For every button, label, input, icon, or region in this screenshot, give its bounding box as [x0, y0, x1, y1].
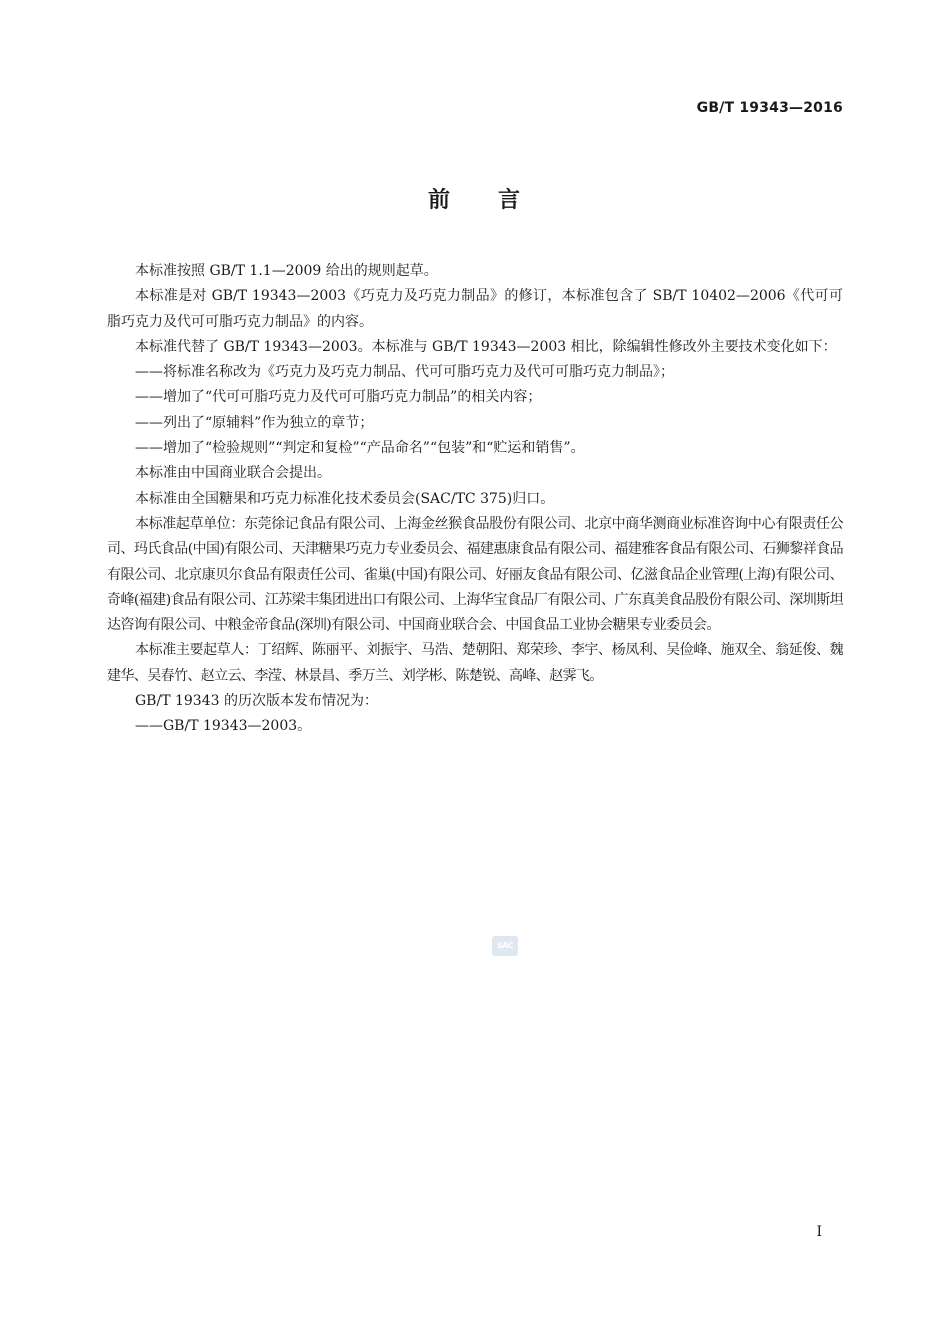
standard-number: GB/T 19343—2016 — [696, 100, 843, 116]
list-item-history-2003: ——GB/T 19343—2003。 — [135, 718, 312, 735]
page-title — [0, 183, 950, 214]
paragraph-committee: 本标准由全国糖果和巧克力标准化技术委员会(SAC/TC 375)归口。 — [135, 490, 555, 507]
paragraph-proposer: 本标准由中国商业联合会提出。 — [135, 465, 331, 482]
paragraph-history: GB/T 19343 的历次版本发布情况为： — [135, 693, 378, 710]
paragraph-revision: 本标准是对 GB/T 19343—2003《巧克力及巧克力制品》的修订，本标准包含了 SB/T 10402—2006《代可可脂巧克力及代可可脂巧克力制品》的内容。 — [107, 288, 843, 330]
page-number: I — [816, 1224, 822, 1240]
page-title-part1: 前 — [427, 188, 452, 213]
paragraph-drafting-rules: 本标准按照 GB/T 1.1—2009 给出的规则起草。 — [135, 263, 438, 279]
list-item-change-content: ——增加了“代可可脂巧克力及代可可脂巧克力制品”的相关内容； — [135, 389, 542, 406]
paragraph-drafting-units: 本标准起草单位：东莞徐记食品有限公司、上海金丝猴食品股份有限公司、北京中商华测商业标准咨询中心有限责任公司、玛氏食品(中国)有限公司、天津糖果巧克力专业委员会、福建惠康食品有限公司、福建雅客食品有限公司、石狮黎祥食品有限公司、北京康贝尔食品有限责任公司、雀巢(中国)有限公司、好丽友食品有限公司、亿滋食品企业管理(上海)有限公司、奇峰(福建)食品有限公司、江苏梁丰集团进出口有限公司、上海华宝食品厂有限公司、广东真美食品股份有限公司、深圳斯坦达咨询有限公司、中粮金帝食品(深圳)有限公司、中国商业联合会、中国食品工业协会糖果专业委员会。 — [107, 515, 843, 634]
paragraph-drafters: 本标准主要起草人：丁绍辉、陈丽平、刘振宇、马浩、楚朝阳、郑荣珍、李宇、杨凤利、吴俭峰、施双全、翁延俊、魏建华、吴春竹、赵立云、李滢、林景昌、季万兰、刘学彬、陈楚锐、高峰、赵霁飞。 — [107, 642, 843, 684]
list-item-change-name: ——将标准名称改为《巧克力及巧克力制品、代可可脂巧克力及代可可脂巧克力制品》； — [135, 364, 674, 381]
sac-logo-text: SAC — [496, 941, 514, 950]
paragraph-replacement: 本标准代替了 GB/T 19343—2003。本标准与 GB/T 19343—2003 相比，除编辑性修改外主要技术变化如下： — [135, 338, 837, 355]
list-item-change-materials: ——列出了“原辅料”作为独立的章节； — [135, 414, 374, 431]
list-item-change-rules: ——增加了“检验规则”“判定和复检”“产品命名”“包装”和“贮运和销售”。 — [135, 440, 585, 457]
page-title-part2: 言 — [498, 188, 523, 213]
sac-watermark-logo — [492, 936, 518, 956]
foreword-body — [107, 259, 843, 740]
